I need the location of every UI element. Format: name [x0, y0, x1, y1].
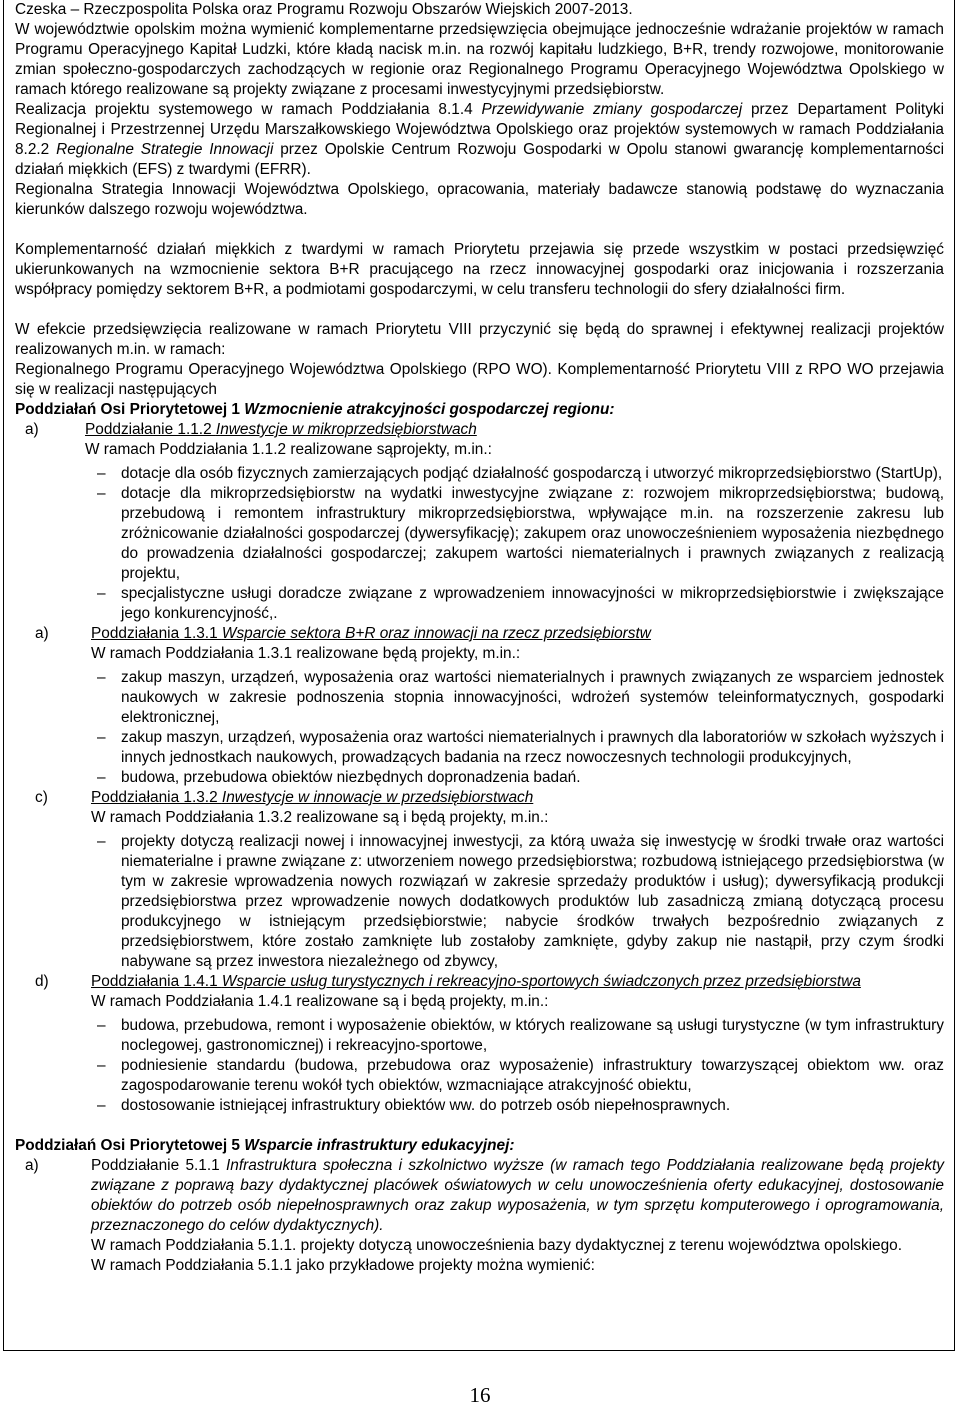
axis1-item: [15, 788, 944, 828]
item-title: Poddziałanie 5.1.1 Infrastruktura społeczna i szkolnictwo wyższe (w ramach tego Poddziałania realizowane będą projekty związane z poprawą bazy dydaktycznej placówek oświatowych w celu unowocześnienia oferty edukacyjnej, dostosowanie obiektów do potrzeb osób niepełnosprawnych oraz zakup wyposażenia, w tym sprzętu komputerowego i oprogramowania, przeznaczonego do celów dydaktycznych).: [91, 1157, 944, 1234]
item-title: Poddziałanie 1.1.2 Inwestycje w mikroprzedsiębiorstwach: [85, 421, 477, 438]
complementarity-paragraph: Komplementarność działań miękkich z twardymi w ramach Priorytetu przejawia się przede wszystkim w postaci przedsięwzięć ukierunkowanych na wzmocnienie sektora B+R pracującego na rzecz innowacyjnej gospodarki oraz inicjowania i rozszerzania współpracy pomiędzy sektorem B+R, a podmiotami gospodarczymi, w celu transferu technologii do sfery działalności firm.: [15, 241, 944, 298]
axis1-item: [15, 972, 944, 1012]
bullet-list: [15, 1016, 944, 1116]
bullet-list: [15, 668, 944, 788]
list-item: – dostosowanie istniejącej infrastruktury obiektów ww. do potrzeb osób niepełnosprawnych.: [97, 1097, 731, 1114]
intro-line: Czeska – Rzeczpospolita Polska oraz Programu Rozwoju Obszarów Wiejskich 2007-2013.: [15, 1, 633, 18]
item-intro: W ramach Poddziałania 1.1.2 realizowane sąprojekty, m.in.:: [85, 441, 492, 458]
list-item: – dotacje dla mikroprzedsiębiorstw na wydatki inwestycyjne związane z: rozwojem mikroprzedsiębiorstwa; budową, przebudową i remontem infrastruktury mikroprzedsiębiorstwa, wpływające m.in. na rozszerzenie zakresu lub zróżnicowanie działalności gospodarczej (dywersyfikację); zakupem oraz unowocześnieniem wyposażenia niezbędnego do prowadzenia działalności gospodarczej; zakupem wartości niematerialnych i prawnych związanych z realizacją projektu,: [97, 485, 944, 582]
item-marker: c): [35, 789, 48, 806]
item-line: W ramach Poddziałania 5.1.1 jako przykładowe projekty można wymienić:: [91, 1257, 595, 1274]
item-intro: W ramach Poddziałania 1.4.1 realizowane są i będą projekty, m.in.:: [91, 993, 549, 1010]
list-item: – dotacje dla osób fizycznych zamierzających podjąć działalność gospodarczą i utworzyć mikroprzedsiębiorstwo (StartUp),: [97, 465, 943, 482]
item-title: Poddziałania 1.3.2 Inwestycje w innowacje w przedsiębiorstwach: [91, 789, 534, 806]
bullet-list: [15, 464, 944, 624]
list-item: – budowa, przebudowa obiektów niezbędnych dopronadzenia badań.: [97, 769, 581, 786]
item-marker: d): [35, 973, 49, 990]
item-title: Poddziałania 1.4.1 Wsparcie usług turystycznych i rekreacyjno-sportowych świadczonych przez przedsiębiorstwa: [91, 973, 861, 990]
item-intro: W ramach Poddziałania 1.3.1 realizowane będą projekty, m.in.:: [91, 645, 521, 662]
item-line: W ramach Poddziałania 5.1.1. projekty dotyczą unowocześnienia bazy dydaktycznej z terenu województwa opolskiego.: [91, 1237, 903, 1254]
item-marker: a): [35, 625, 49, 642]
list-item: – zakup maszyn, urządzeń, wyposażenia oraz wartości niematerialnych i prawnych dla laboratoriów w szkołach wyższych i innych jednostkach naukowych, prowadzących badania na rzecz nowoczesnych technologii produkcyjnych,: [97, 729, 944, 766]
strategy-paragraph: Regionalna Strategia Innowacji Województwa Opolskiego, opracowania, materiały badawcze stanowią podstawę do wyznaczania kierunków dalszego rozwoju województwa.: [15, 181, 944, 218]
axis1-heading: Poddziałań Osi Priorytetowej 1 Wzmocnienie atrakcyjności gospodarczej regionu:: [15, 401, 615, 418]
intro-paragraph: W województwie opolskim można wymienić komplementarne przedsięwzięcia obejmujące jednocześnie wdrażanie projektów w ramach Programu Operacyjnego Kapitał Ludzki, które kładą nacisk m.in. na rozwój kapitału ludzkiego, B+R, trendy rozwojowe, monitorowanie zmian społeczno-gospodarczych zachodzących w regionie oraz Regionalnego Programu Operacyjnego Województwa Opolskiego w ramach którego realizowane są projekty związane z procesami inwestycyjnymi przedsiębiorstw.: [15, 21, 944, 98]
rpo-paragraph: Regionalnego Programu Operacyjnego Województwa Opolskiego (RPO WO). Komplementarność Priorytetu VIII z RPO WO przejawia się w realizacji następujących: [15, 361, 944, 398]
page-number: 16: [469, 1383, 491, 1407]
axis5-item: [15, 1156, 944, 1276]
effect-paragraph: W efekcie przedsięwzięcia realizowane w ramach Priorytetu VIII przyczynić się będą do sprawnej i efektywnej realizacji projektów realizowanych m.in. w ramach:: [15, 321, 944, 358]
systemic-project-paragraph: Realizacja projektu systemowego w ramach Poddziałania 8.1.4 Przewidywanie zmiany gospodarczej przez Departament Polityki Regionalnej i Przestrzennej Urzędu Marszałkowskiego Województwa Opolskiego oraz projektów systemowych w ramach Poddziałania 8.2.2 Regionalne Strategie Innowacji przez Opolskie Centrum Rozwoju Gospodarki w Opolu stanowi gwarancję komplementarności działań miękkich (EFS) z twardymi (EFRR).: [15, 101, 945, 178]
item-title: Poddziałania 1.3.1 Wsparcie sektora B+R oraz innowacji na rzecz przedsiębiorstw: [91, 625, 651, 642]
list-item: – projekty dotyczą realizacji nowej i innowacyjnej inwestycji, za którą uważa się inwestycję w środki trwałe oraz wartości niematerialne i prawne związane z: utworzeniem nowego przedsiębiorstwa; rozbudową istniejącego przedsiębiorstwa (w tym w zakresie wprowadzenia nowych rozwiązań w zakresie sprzedaży produktów i usług); dywersyfikacją produkcji przedsiębiorstwa przez wprowadzenie nowych dodatkowych produktów lub zasadniczą zmianą dotyczącą procesu produkcyjnego w istniejącym przedsiębiorstwie; nabycie środków trwałych bezpośrednio związanych z przedsiębiorstwem, które zostało zamknięte lub zostałoby zamknięte, gdyby zakup nie nastąpił, przy czym środki nabywane są przez inwestora niezależnego od zbywcy,: [97, 833, 944, 970]
page-frame: [3, 0, 955, 1351]
list-item: – specjalistyczne usługi doradcze związane z wprowadzeniem innowacyjności w mikroprzedsiębiorstwie i zwiększające jego konkurencyjność,.: [97, 585, 944, 622]
item-marker: a): [25, 421, 39, 438]
item-intro: W ramach Poddziałania 1.3.2 realizowane są i będą projekty, m.in.:: [91, 809, 549, 826]
list-item: – budowa, przebudowa, remont i wyposażenie obiektów, w których realizowane są usługi turystyczne (w tym infrastruktury noclegowej, gastronomicznej) i rekreacyjno-sportowe,: [97, 1017, 944, 1054]
bullet-list: [15, 832, 944, 972]
list-item: – podniesienie standardu (budowa, przebudowa oraz wyposażenie) infrastruktury towarzyszącej obiektom ww. oraz zagospodarowanie terenu wokół tych obiektów, wzmacniające atrakcyjność obiektu,: [97, 1057, 944, 1094]
axis5-heading: Poddziałań Osi Priorytetowej 5 Wsparcie infrastruktury edukacyjnej:: [15, 1137, 515, 1154]
axis1-item: [15, 624, 944, 664]
axis1-item: [15, 420, 944, 460]
item-marker: a): [25, 1157, 39, 1174]
list-item: – zakup maszyn, urządzeń, wyposażenia oraz wartości niematerialnych i prawnych związanych ze wsparciem jednostek naukowych w zakresie podnoszenia stopnia innowacyjności, wdrożeń systemów teleinformatycznych, gospodarki elektronicznej,: [97, 669, 944, 726]
